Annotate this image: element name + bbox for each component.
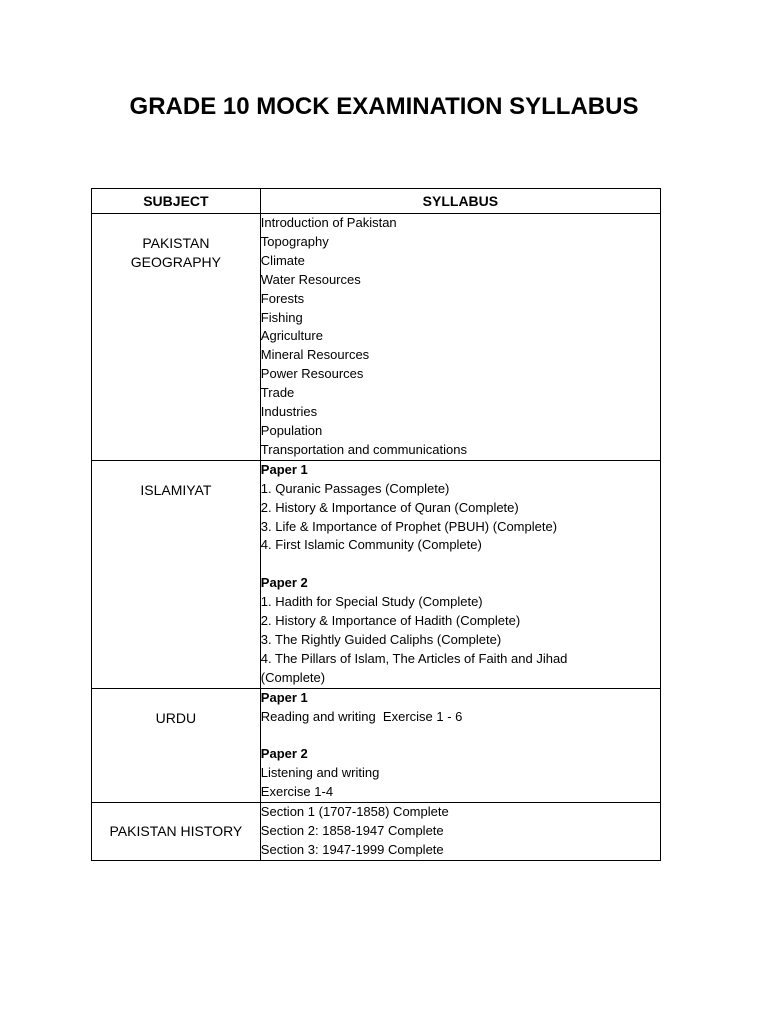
paper-heading: Paper 1 [260,461,308,477]
syllabus-topic: Section 3: 1947-1999 Complete [260,841,444,857]
syllabus-topic: 3. The Rightly Guided Caliphs (Complete) [260,631,502,647]
syllabus-topic: Listening and writing [260,765,380,781]
page-title: GRADE 10 MOCK EXAMINATION SYLLABUS [129,93,639,120]
paper-heading: Paper 1 [260,689,308,705]
syllabus-cell [260,803,660,861]
table-row-islamiyat [92,460,661,688]
subject-cell [92,214,261,461]
syllabus-topic: 2. History & Importance of Quran (Complete) [260,499,519,515]
syllabus-topic: Population [260,422,323,438]
syllabus-topic: Fishing [260,309,303,325]
syllabus-topic: 3. Life & Importance of Prophet (PBUH) (Complete) [260,518,558,534]
header-subject: SUBJECT [92,189,261,214]
subject-cell [92,460,261,688]
subject-name-line: GEOGRAPHY [130,253,222,270]
syllabus-topic: 4. The Pillars of Islam, The Articles of Faith and Jihad [260,650,568,666]
syllabus-topic: Trade [260,385,295,401]
syllabus-cell [260,214,660,461]
syllabus-topic: Section 1 (1707-1858) Complete [260,804,449,820]
syllabus-topic: Water Resources [260,271,361,287]
syllabus-topic: Exercise 1-4 [260,784,334,800]
subject-cell [92,688,261,802]
syllabus-topic: Forests [260,290,305,306]
table-row-pakistan-history [92,803,661,861]
syllabus-topic: 1. Hadith for Special Study (Complete) [260,594,483,610]
table-header-row [92,189,661,214]
syllabus-cell [260,460,660,688]
syllabus-topic: Power Resources [260,366,364,382]
syllabus-topic: Agriculture [260,328,323,344]
spacer [261,726,660,745]
syllabus-topic: (Complete) [260,669,326,685]
syllabus-topic: Transportation and communications [260,441,467,457]
paper-heading: Paper 2 [260,575,308,591]
syllabus-topic: 2. History & Importance of Hadith (Complete) [260,613,521,629]
table-row-urdu [92,688,661,802]
subject-name-line: ISLAMIYAT [140,481,212,498]
paper-heading: Paper 2 [260,746,308,762]
syllabus-topic: Introduction of Pakistan [260,215,397,230]
subject-name-line: URDU [155,709,197,726]
syllabus-topic: Reading and writing Exercise 1 - 6 [260,708,463,724]
spacer [261,555,660,574]
syllabus-topic: Industries [260,404,318,420]
syllabus-cell [260,688,660,802]
header-syllabus: SYLLABUS [260,189,660,214]
subject-name-line: PAKISTAN HISTORY [109,823,243,840]
syllabus-topic: Climate [260,252,305,268]
syllabus-topic: Mineral Resources [260,347,370,363]
syllabus-table [91,188,661,861]
syllabus-topic: 1. Quranic Passages (Complete) [260,480,450,496]
syllabus-topic: Topography [260,233,329,249]
subject-cell [92,803,261,861]
syllabus-topic: Section 2: 1858-1947 Complete [260,822,444,838]
subject-name-line: PAKISTAN [142,235,210,251]
syllabus-topic: 4. First Islamic Community (Complete) [260,537,482,553]
table-row-pakistan-geography [92,214,661,461]
